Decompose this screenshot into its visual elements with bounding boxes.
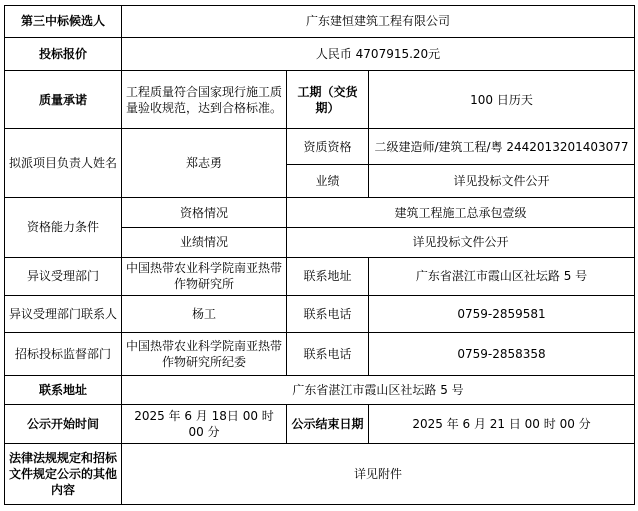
supervision-phone-label: 联系电话 bbox=[287, 332, 369, 375]
period-value: 100 日历天 bbox=[369, 71, 635, 129]
manager-perf-value: 详见投标文件公开 bbox=[369, 164, 635, 198]
supervision-phone-value: 0759-2858358 bbox=[369, 332, 635, 375]
supervision-value: 中国热带农业科学院南亚热带作物研究所纪委 bbox=[122, 332, 287, 375]
manager-qual-value: 二级建造师/建筑工程/粤 2442013201403077 bbox=[369, 129, 635, 165]
other-row bbox=[5, 443, 635, 504]
quality-label: 质量承诺 bbox=[5, 71, 122, 129]
objection-phone-label: 联系电话 bbox=[287, 296, 369, 333]
publicity-start-label: 公示开始时间 bbox=[5, 405, 122, 444]
quality-value: 工程质量符合国家现行施工质量验收规范，达到合格标准。 bbox=[122, 71, 287, 129]
publicity-start-value: 2025 年 6 月 18日 00 时 00 分 bbox=[122, 405, 287, 444]
objection-addr-value: 广东省湛江市霞山区社坛路 5 号 bbox=[369, 257, 635, 296]
supervision-row bbox=[5, 332, 635, 375]
objection-contact-value: 杨工 bbox=[122, 296, 287, 333]
manager-label: 拟派项目负责人姓名 bbox=[5, 129, 122, 198]
quality-row bbox=[5, 71, 635, 129]
address-row bbox=[5, 375, 635, 405]
other-value: 详见附件 bbox=[122, 443, 635, 504]
capability-perf-value: 详见投标文件公开 bbox=[287, 227, 635, 257]
bid-price-row bbox=[5, 37, 635, 71]
objection-dept-row bbox=[5, 257, 635, 296]
capability-perf-label: 业绩情况 bbox=[122, 227, 287, 257]
candidate-row bbox=[5, 6, 635, 38]
address-label: 联系地址 bbox=[5, 375, 122, 405]
publicity-end-value: 2025 年 6 月 21 日 00 时 00 分 bbox=[369, 405, 635, 444]
objection-dept-value: 中国热带农业科学院南亚热带作物研究所 bbox=[122, 257, 287, 296]
manager-name: 郑志勇 bbox=[122, 129, 287, 198]
bid-candidate-table bbox=[4, 5, 635, 505]
bid-price-value: 人民币 4707915.20元 bbox=[122, 37, 635, 71]
candidate-label: 第三中标候选人 bbox=[5, 6, 122, 38]
manager-qual-row bbox=[5, 129, 635, 165]
other-label: 法律法规规定和招标文件规定公示的其他内容 bbox=[5, 443, 122, 504]
bid-price-label: 投标报价 bbox=[5, 37, 122, 71]
objection-phone-value: 0759-2859581 bbox=[369, 296, 635, 333]
period-label: 工期（交货期） bbox=[287, 71, 369, 129]
publicity-row bbox=[5, 405, 635, 444]
objection-dept-label: 异议受理部门 bbox=[5, 257, 122, 296]
address-value: 广东省湛江市霞山区社坛路 5 号 bbox=[122, 375, 635, 405]
manager-perf-label: 业绩 bbox=[287, 164, 369, 198]
objection-contact-label: 异议受理部门联系人 bbox=[5, 296, 122, 333]
manager-qual-label: 资质资格 bbox=[287, 129, 369, 165]
capability-qual-value: 建筑工程施工总承包壹级 bbox=[287, 198, 635, 228]
objection-contact-row bbox=[5, 296, 635, 333]
candidate-value: 广东建恒建筑工程有限公司 bbox=[122, 6, 635, 38]
publicity-end-label: 公示结束日期 bbox=[287, 405, 369, 444]
capability-qual-label: 资格情况 bbox=[122, 198, 287, 228]
capability-qual-row bbox=[5, 198, 635, 228]
supervision-label: 招标投标监督部门 bbox=[5, 332, 122, 375]
objection-addr-label: 联系地址 bbox=[287, 257, 369, 296]
capability-label: 资格能力条件 bbox=[5, 198, 122, 257]
